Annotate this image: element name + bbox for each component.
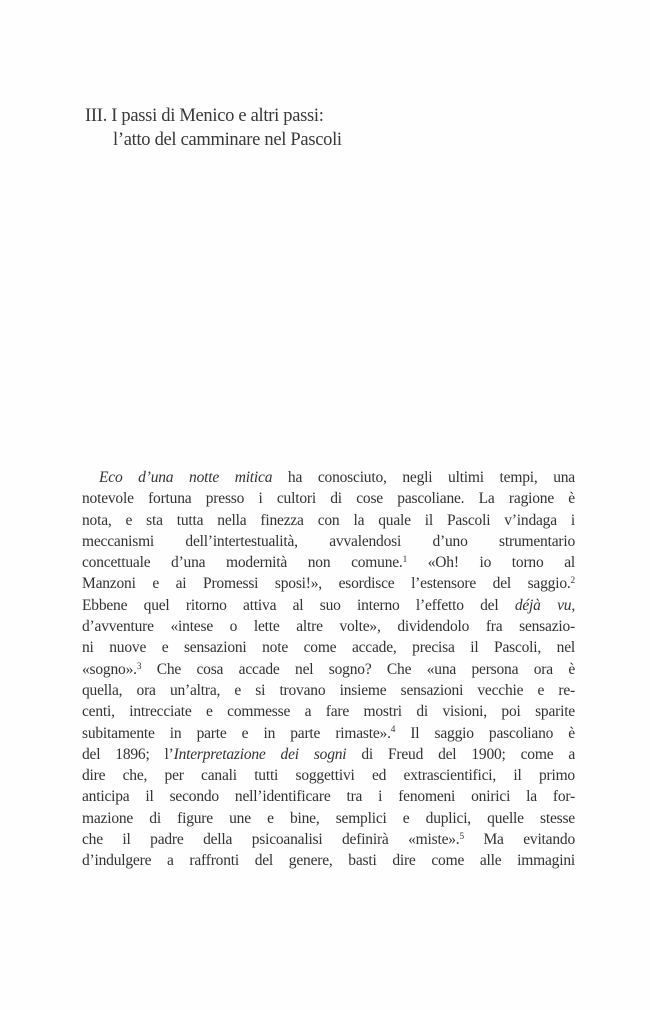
text-run: Il saggio pascoliano è: [395, 724, 575, 742]
footnote-ref: 3: [136, 661, 142, 672]
text-run: nota, e sta tutta nella finezza con la quale il Pascoli v’indaga i: [82, 511, 575, 529]
text-run: ni nuove e sensazioni note come accade, precisa il Pascoli, nel: [82, 639, 575, 657]
chapter-heading: [85, 104, 342, 152]
chapter-heading-line-2: l’atto del camminare nel Pascoli: [113, 130, 342, 150]
text-run: anticipa il secondo nell’identificare tra i fenomeni onirici la for-: [82, 788, 575, 806]
body-paragraph: [82, 467, 575, 872]
paragraph-line: [82, 595, 575, 616]
paragraph-line: [82, 552, 575, 573]
paragraph-line: [82, 786, 575, 807]
paragraph-line: [82, 829, 575, 850]
italic-text-run: Interpretazione dei sogni: [173, 745, 347, 763]
paragraph-line: [82, 808, 575, 829]
paragraph-line: [82, 744, 575, 765]
text-run: quella, ora un’altra, e si trovano insieme sensazioni vecchie e re-: [82, 681, 575, 699]
text-run: dire che, per canali tutti soggettivi ed extrascientifici, il primo: [82, 767, 575, 785]
paragraph-line: [82, 637, 575, 658]
text-run: che il padre della psicoanalisi definirà «miste».: [82, 831, 460, 849]
text-run: Che cosa accade nel sogno? Che «una persona ora è: [141, 660, 575, 678]
paragraph-line: [82, 488, 575, 509]
text-run: ,: [571, 596, 575, 614]
text-run: centi, intrecciate e commesse a fare mostri di visioni, poi sparite: [82, 703, 575, 721]
footnote-ref: 2: [570, 576, 575, 587]
paragraph-line: [82, 765, 575, 786]
text-run: d’indulgere a raffronti del genere, basti dire come alle immagini: [82, 852, 575, 870]
text-run: del 1896; l’: [82, 745, 174, 763]
paragraph-line: [82, 467, 575, 488]
footnote-ref: 5: [459, 831, 464, 842]
paragraph-line: [82, 723, 575, 744]
text-run: subitamente in parte e in parte rimaste».: [82, 724, 391, 742]
text-run: Ma evitando: [463, 831, 575, 849]
paragraph-line: [82, 659, 575, 680]
text-run: Ebbene quel ritorno attiva al suo interno l’effetto del: [82, 596, 515, 614]
paragraph-line: [82, 510, 575, 531]
text-run: di Freud del 1900; come a: [346, 745, 575, 763]
paragraph-line: [82, 616, 575, 637]
paragraph-line: [82, 850, 575, 871]
text-run: meccanismi dell’intertestualità, avvalendosi d’uno strumentario: [82, 532, 575, 550]
text-run: mazione di figure une e bine, semplici e duplici, quelle stesse: [82, 809, 575, 827]
italic-text-run: Eco d’una notte mitica: [99, 469, 273, 486]
text-run: «sogno».: [82, 660, 137, 678]
text-run: notevole fortuna presso i cultori di cose pascoliane. La ragione è: [82, 490, 575, 508]
paragraph-line: [82, 680, 575, 701]
text-run: concettuale d’una modernità non comune.: [82, 554, 403, 572]
chapter-heading-line-1: III. I passi di Menico e altri passi:: [85, 106, 324, 126]
italic-text-run: déjà vu: [514, 596, 572, 614]
footnote-ref: 4: [390, 725, 396, 736]
paragraph-line: [82, 531, 575, 552]
paragraph-line: [82, 701, 575, 722]
text-run: ha conosciuto, negli ultimi tempi, una: [272, 469, 575, 486]
text-run: d’avventure «intese o lette altre volte», dividendolo fra sensazio-: [82, 618, 575, 636]
footnote-ref: 1: [402, 555, 408, 566]
text-run: «Oh! io torno al: [407, 554, 575, 572]
paragraph-line: [82, 573, 575, 594]
text-run: Manzoni e ai Promessi sposi!», esordisce l’estensore del saggio.: [82, 575, 571, 593]
